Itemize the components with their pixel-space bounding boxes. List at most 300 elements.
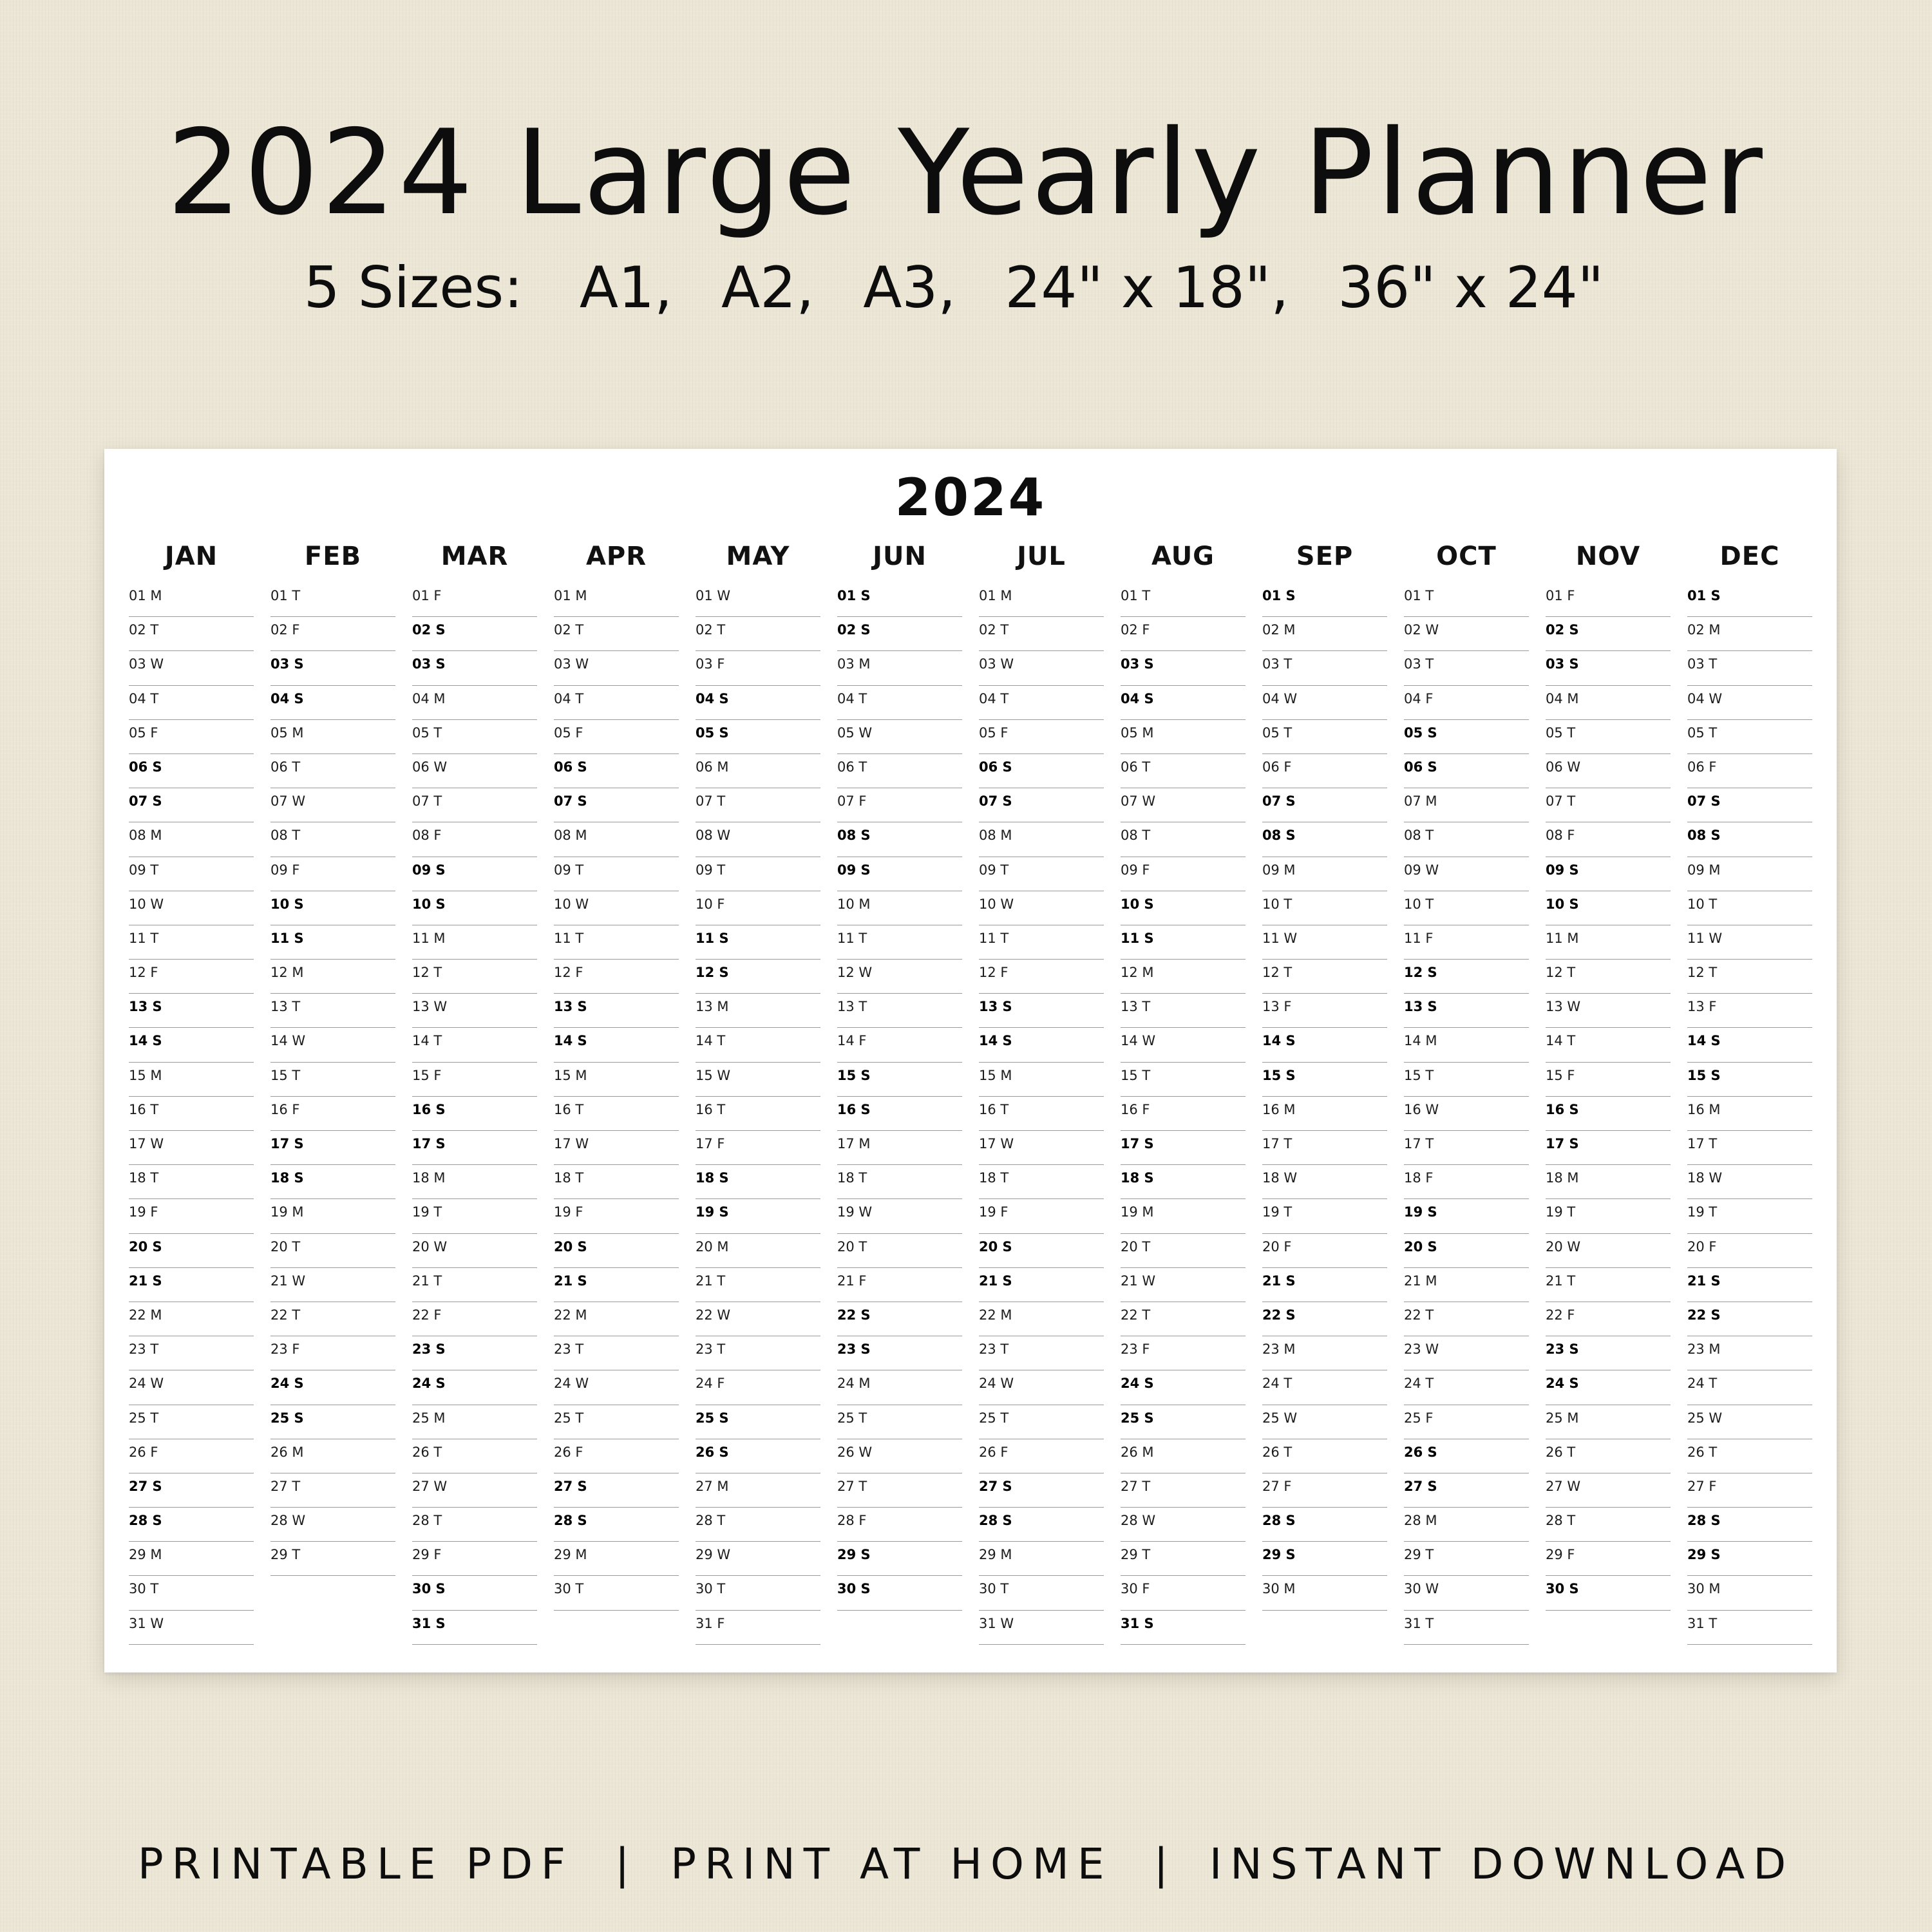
planner-sheet [104, 449, 1837, 1672]
day-row: 27 W [412, 1473, 537, 1508]
day-row: 23 S [412, 1336, 537, 1370]
day-row: 03 S [412, 651, 537, 685]
footer-separator: | [1153, 1839, 1168, 1889]
day-row: 15 T [1121, 1063, 1245, 1097]
day-row: 11 M [1546, 925, 1671, 960]
day-row: 24 T [1687, 1370, 1812, 1405]
day-row: 04 S [1121, 686, 1245, 720]
footer-features [0, 1839, 1932, 1890]
day-row: 19 S [696, 1199, 820, 1233]
day-row: 07 S [979, 788, 1104, 822]
day-row: 13 W [412, 994, 537, 1028]
day-row: 23 T [979, 1336, 1104, 1370]
day-row: 05 T [412, 720, 537, 754]
day-row: 31 T [1404, 1611, 1529, 1645]
day-row: 02 F [1121, 617, 1245, 651]
day-row: 03 W [129, 651, 254, 685]
day-row: 18 S [270, 1165, 395, 1199]
day-row: 10 S [1121, 891, 1245, 925]
day-row: 19 T [412, 1199, 537, 1233]
day-row: 09 W [1404, 857, 1529, 891]
day-row: 03 W [979, 651, 1104, 685]
day-row: 31 S [1121, 1611, 1245, 1645]
day-row: 03 S [1121, 651, 1245, 685]
day-row: 18 T [979, 1165, 1104, 1199]
day-row: 20 S [129, 1234, 254, 1268]
day-row: 01 F [1546, 583, 1671, 617]
day-row: 13 S [554, 994, 679, 1028]
day-row: 15 W [696, 1063, 820, 1097]
day-row: 03 S [270, 651, 395, 685]
day-row: 05 S [1404, 720, 1529, 754]
day-row: 18 M [1546, 1165, 1671, 1199]
day-row: 01 M [979, 583, 1104, 617]
day-row: 06 S [1404, 754, 1529, 788]
day-row: 19 T [1546, 1199, 1671, 1233]
day-row: 09 T [696, 857, 820, 891]
day-row: 29 T [1121, 1542, 1245, 1576]
day-row: 13 T [270, 994, 395, 1028]
day-row: 30 T [554, 1576, 679, 1610]
day-row: 31 F [696, 1611, 820, 1645]
planner-year: 2024 [895, 468, 1046, 527]
footer-separator: | [614, 1839, 630, 1889]
day-row: 16 T [129, 1097, 254, 1131]
day-row: 12 T [1262, 960, 1387, 994]
day-row: 16 T [696, 1097, 820, 1131]
day-row: 24 W [979, 1370, 1104, 1405]
day-row: 26 T [412, 1439, 537, 1473]
day-row: 29 F [412, 1542, 537, 1576]
day-row: 26 M [1121, 1439, 1245, 1473]
day-row: 23 M [1687, 1336, 1812, 1370]
day-row: 14 F [837, 1028, 962, 1062]
day-row: 18 T [129, 1165, 254, 1199]
day-row: 16 M [1687, 1097, 1812, 1131]
day-row: 17 S [412, 1131, 537, 1165]
day-row: 01 M [129, 583, 254, 617]
footer-print-at-home: PRINT AT HOME [670, 1839, 1113, 1889]
day-row: 02 M [1687, 617, 1812, 651]
day-row: 15 F [412, 1063, 537, 1097]
day-list [1687, 583, 1812, 1645]
day-row: 16 M [1262, 1097, 1387, 1131]
day-row: 28 S [129, 1508, 254, 1542]
sizes-label: 5 Sizes: [303, 254, 523, 321]
day-row: 27 S [554, 1473, 679, 1508]
day-row: 17 S [1121, 1131, 1245, 1165]
day-row: 05 T [1687, 720, 1812, 754]
day-row: 27 T [1121, 1473, 1245, 1508]
day-row: 09 M [1687, 857, 1812, 891]
day-row: 02 W [1404, 617, 1529, 651]
day-row: 28 T [696, 1508, 820, 1542]
day-row: 04 M [412, 686, 537, 720]
day-row: 03 W [554, 651, 679, 685]
day-row: 29 T [270, 1542, 395, 1576]
size-option: 24" x 18", [1005, 254, 1289, 321]
day-row: 08 T [270, 822, 395, 857]
day-row: 20 W [412, 1234, 537, 1268]
day-row: 10 W [129, 891, 254, 925]
day-row: 24 W [554, 1370, 679, 1405]
day-row: 30 M [1687, 1576, 1812, 1610]
day-row: 06 T [1121, 754, 1245, 788]
day-row: 29 M [979, 1542, 1104, 1576]
day-row: 29 S [1687, 1542, 1812, 1576]
day-row: 11 S [270, 925, 395, 960]
day-row: 20 W [1546, 1234, 1671, 1268]
day-row: 05 S [696, 720, 820, 754]
day-row: 21 T [696, 1268, 820, 1302]
month-name: JAN [164, 542, 218, 571]
day-row: 18 T [837, 1165, 962, 1199]
day-row: 09 S [837, 857, 962, 891]
day-row: 17 S [1546, 1131, 1671, 1165]
day-row: 12 M [270, 960, 395, 994]
day-row: 11 W [1687, 925, 1812, 960]
day-row: 05 F [129, 720, 254, 754]
day-row: 02 M [1262, 617, 1387, 651]
day-row: 20 S [1404, 1234, 1529, 1268]
day-row: 22 T [1404, 1302, 1529, 1336]
day-row: 22 S [1687, 1302, 1812, 1336]
day-row: 11 F [1404, 925, 1529, 960]
day-row: 10 T [1404, 891, 1529, 925]
day-row: 10 S [412, 891, 537, 925]
day-row: 24 M [837, 1370, 962, 1405]
day-row: 08 S [1262, 822, 1387, 857]
day-row: 14 S [129, 1028, 254, 1062]
day-row: 25 S [1121, 1405, 1245, 1439]
day-row: 27 M [696, 1473, 820, 1508]
day-row: 15 M [554, 1063, 679, 1097]
day-row: 20 S [979, 1234, 1104, 1268]
day-row: 03 S [1546, 651, 1671, 685]
day-row: 19 M [270, 1199, 395, 1233]
day-row: 01 M [554, 583, 679, 617]
day-row: 10 F [696, 891, 820, 925]
day-row: 24 W [129, 1370, 254, 1405]
footer-printable-pdf: PRINTABLE PDF [137, 1839, 574, 1889]
day-row: 13 F [1262, 994, 1387, 1028]
day-row: 07 W [1121, 788, 1245, 822]
day-row: 06 F [1687, 754, 1812, 788]
day-row: 14 T [412, 1028, 537, 1062]
day-row: 28 S [1687, 1508, 1812, 1542]
day-row: 19 T [1687, 1199, 1812, 1233]
day-row: 03 M [837, 651, 962, 685]
day-row: 28 W [270, 1508, 395, 1542]
day-row: 07 F [837, 788, 962, 822]
day-row: 11 T [129, 925, 254, 960]
day-row: 14 T [1546, 1028, 1671, 1062]
day-row: 26 T [1546, 1439, 1671, 1473]
day-row: 09 F [270, 857, 395, 891]
day-row: 27 W [1546, 1473, 1671, 1508]
day-row: 23 S [837, 1336, 962, 1370]
day-row: 12 F [129, 960, 254, 994]
day-row: 06 W [412, 754, 537, 788]
day-row: 04 W [1262, 686, 1387, 720]
day-row: 19 W [837, 1199, 962, 1233]
month-name: JUL [1017, 542, 1066, 571]
day-row: 21 T [412, 1268, 537, 1302]
day-row: 26 W [837, 1439, 962, 1473]
day-row: 12 W [837, 960, 962, 994]
day-row: 29 S [837, 1542, 962, 1576]
day-row: 27 T [270, 1473, 395, 1508]
day-row: 22 M [554, 1302, 679, 1336]
day-row: 27 S [979, 1473, 1104, 1508]
day-row: 29 W [696, 1542, 820, 1576]
day-row: 18 S [696, 1165, 820, 1199]
day-row: 20 S [554, 1234, 679, 1268]
day-row: 02 F [270, 617, 395, 651]
day-list [1262, 583, 1387, 1611]
day-list [696, 583, 820, 1645]
day-row: 25 S [696, 1405, 820, 1439]
day-row: 12 T [412, 960, 537, 994]
day-row: 18 F [1404, 1165, 1529, 1199]
day-row: 28 S [554, 1508, 679, 1542]
day-row: 10 W [979, 891, 1104, 925]
day-row: 24 T [1404, 1370, 1529, 1405]
day-row: 03 F [696, 651, 820, 685]
day-list [270, 583, 395, 1576]
day-row: 01 T [1121, 583, 1245, 617]
day-row: 16 W [1404, 1097, 1529, 1131]
day-row: 05 F [554, 720, 679, 754]
day-row: 25 M [412, 1405, 537, 1439]
day-row: 20 T [1121, 1234, 1245, 1268]
day-row: 21 S [1262, 1268, 1387, 1302]
day-row: 15 M [979, 1063, 1104, 1097]
month-name: FEB [304, 542, 362, 571]
day-row: 17 T [1262, 1131, 1387, 1165]
day-row: 08 F [412, 822, 537, 857]
day-row: 12 F [554, 960, 679, 994]
day-row: 13 W [1546, 994, 1671, 1028]
day-row: 09 T [554, 857, 679, 891]
day-row: 02 S [837, 617, 962, 651]
day-row: 12 S [696, 960, 820, 994]
day-row: 26 S [1404, 1439, 1529, 1473]
day-row: 25 T [837, 1405, 962, 1439]
day-row: 08 M [129, 822, 254, 857]
day-row: 11 T [554, 925, 679, 960]
size-option: A2, [721, 254, 815, 321]
size-option: A1, [579, 254, 673, 321]
day-row: 01 T [270, 583, 395, 617]
day-row: 17 S [270, 1131, 395, 1165]
day-row: 02 T [696, 617, 820, 651]
day-row: 21 S [129, 1268, 254, 1302]
day-row: 28 W [1121, 1508, 1245, 1542]
day-row: 07 M [1404, 788, 1529, 822]
day-row: 28 T [1546, 1508, 1671, 1542]
month-name: DEC [1719, 542, 1780, 571]
month-name: AUG [1151, 542, 1215, 571]
day-row: 14 M [1404, 1028, 1529, 1062]
day-list [1121, 583, 1245, 1645]
day-row: 05 T [1262, 720, 1387, 754]
day-row: 26 M [270, 1439, 395, 1473]
day-row: 22 M [129, 1302, 254, 1336]
day-row: 30 S [412, 1576, 537, 1610]
day-row: 06 F [1262, 754, 1387, 788]
day-row: 15 S [1262, 1063, 1387, 1097]
day-row: 25 M [1546, 1405, 1671, 1439]
day-row: 06 S [554, 754, 679, 788]
day-row: 22 F [412, 1302, 537, 1336]
day-row: 13 T [837, 994, 962, 1028]
day-row: 30 T [979, 1576, 1104, 1610]
day-row: 09 S [1546, 857, 1671, 891]
day-row: 23 W [1404, 1336, 1529, 1370]
day-row: 29 S [1262, 1542, 1387, 1576]
day-list [554, 583, 679, 1611]
day-row: 14 S [554, 1028, 679, 1062]
day-row: 08 M [554, 822, 679, 857]
day-row: 12 S [1404, 960, 1529, 994]
day-row: 19 F [129, 1199, 254, 1233]
page-title: 2024 Large Yearly Planner [167, 104, 1765, 241]
day-row: 04 S [696, 686, 820, 720]
day-row: 11 T [979, 925, 1104, 960]
day-row: 18 T [554, 1165, 679, 1199]
day-row: 02 T [554, 617, 679, 651]
day-row: 19 M [1121, 1199, 1245, 1233]
day-row: 16 F [1121, 1097, 1245, 1131]
day-row: 24 T [1262, 1370, 1387, 1405]
day-row: 19 F [554, 1199, 679, 1233]
day-row: 18 W [1262, 1165, 1387, 1199]
day-row: 27 S [129, 1473, 254, 1508]
day-row: 05 W [837, 720, 962, 754]
day-row: 16 T [979, 1097, 1104, 1131]
footer-instant-download: INSTANT DOWNLOAD [1209, 1839, 1795, 1889]
day-row: 14 W [270, 1028, 395, 1062]
day-row: 01 S [837, 583, 962, 617]
day-row: 13 T [1121, 994, 1245, 1028]
day-list [1404, 583, 1529, 1645]
day-row: 19 T [1262, 1199, 1387, 1233]
day-row: 10 T [1262, 891, 1387, 925]
day-row: 07 S [129, 788, 254, 822]
day-row: 30 T [696, 1576, 820, 1610]
day-row: 02 T [979, 617, 1104, 651]
day-row: 20 T [270, 1234, 395, 1268]
day-row: 23 M [1262, 1336, 1387, 1370]
day-row: 10 M [837, 891, 962, 925]
day-row: 18 W [1687, 1165, 1812, 1199]
day-row: 04 T [837, 686, 962, 720]
day-row: 18 M [412, 1165, 537, 1199]
day-row: 11 S [1121, 925, 1245, 960]
day-row: 21 M [1404, 1268, 1529, 1302]
day-row: 10 T [1687, 891, 1812, 925]
day-row: 12 T [1687, 960, 1812, 994]
month-name: JUN [873, 542, 927, 571]
day-row: 14 S [1262, 1028, 1387, 1062]
day-row: 08 T [1404, 822, 1529, 857]
day-row: 10 W [554, 891, 679, 925]
month-name: APR [585, 542, 647, 571]
day-row: 26 S [696, 1439, 820, 1473]
day-row: 07 T [696, 788, 820, 822]
day-row: 25 W [1687, 1405, 1812, 1439]
day-row: 22 S [837, 1302, 962, 1336]
day-row: 12 F [979, 960, 1104, 994]
day-list [837, 583, 962, 1611]
day-row: 29 T [1404, 1542, 1529, 1576]
day-row: 06 T [270, 754, 395, 788]
day-row: 17 T [1687, 1131, 1812, 1165]
day-row: 22 W [696, 1302, 820, 1336]
day-row: 10 S [1546, 891, 1671, 925]
day-row: 23 T [129, 1336, 254, 1370]
day-row: 07 T [1546, 788, 1671, 822]
day-row: 15 M [129, 1063, 254, 1097]
day-row: 06 W [1546, 754, 1671, 788]
day-row: 14 T [696, 1028, 820, 1062]
day-row: 06 M [696, 754, 820, 788]
size-option: 36" x 24" [1338, 254, 1604, 321]
day-row: 26 F [979, 1439, 1104, 1473]
day-row: 04 F [1404, 686, 1529, 720]
day-row: 30 W [1404, 1576, 1529, 1610]
day-row: 30 F [1121, 1576, 1245, 1610]
day-row: 24 F [696, 1370, 820, 1405]
day-row: 14 S [1687, 1028, 1812, 1062]
day-row: 13 F [1687, 994, 1812, 1028]
day-row: 14 W [1121, 1028, 1245, 1062]
day-row: 22 F [1546, 1302, 1671, 1336]
day-list [1546, 583, 1671, 1611]
day-row: 11 S [696, 925, 820, 960]
day-row: 08 S [837, 822, 962, 857]
day-row: 19 S [1404, 1199, 1529, 1233]
day-row: 09 M [1262, 857, 1387, 891]
day-row: 25 T [554, 1405, 679, 1439]
day-row: 05 F [979, 720, 1104, 754]
day-row: 30 M [1262, 1576, 1387, 1610]
day-row: 01 W [696, 583, 820, 617]
day-row: 04 T [129, 686, 254, 720]
day-row: 21 F [837, 1268, 962, 1302]
day-row: 04 S [270, 686, 395, 720]
day-row: 04 W [1687, 686, 1812, 720]
day-list [412, 583, 537, 1645]
day-row: 14 S [979, 1028, 1104, 1062]
day-row: 06 S [129, 754, 254, 788]
day-row: 30 S [837, 1576, 962, 1610]
day-row: 21 W [270, 1268, 395, 1302]
day-row: 16 S [837, 1097, 962, 1131]
day-row: 20 T [837, 1234, 962, 1268]
day-row: 03 T [1262, 651, 1387, 685]
day-row: 17 M [837, 1131, 962, 1165]
day-row: 11 T [837, 925, 962, 960]
day-row: 06 T [837, 754, 962, 788]
month-name: SEP [1296, 542, 1354, 571]
month-name: MAY [726, 542, 790, 571]
day-row: 28 F [837, 1508, 962, 1542]
day-row: 01 S [1687, 583, 1812, 617]
day-row: 03 T [1687, 651, 1812, 685]
day-row: 20 F [1262, 1234, 1387, 1268]
